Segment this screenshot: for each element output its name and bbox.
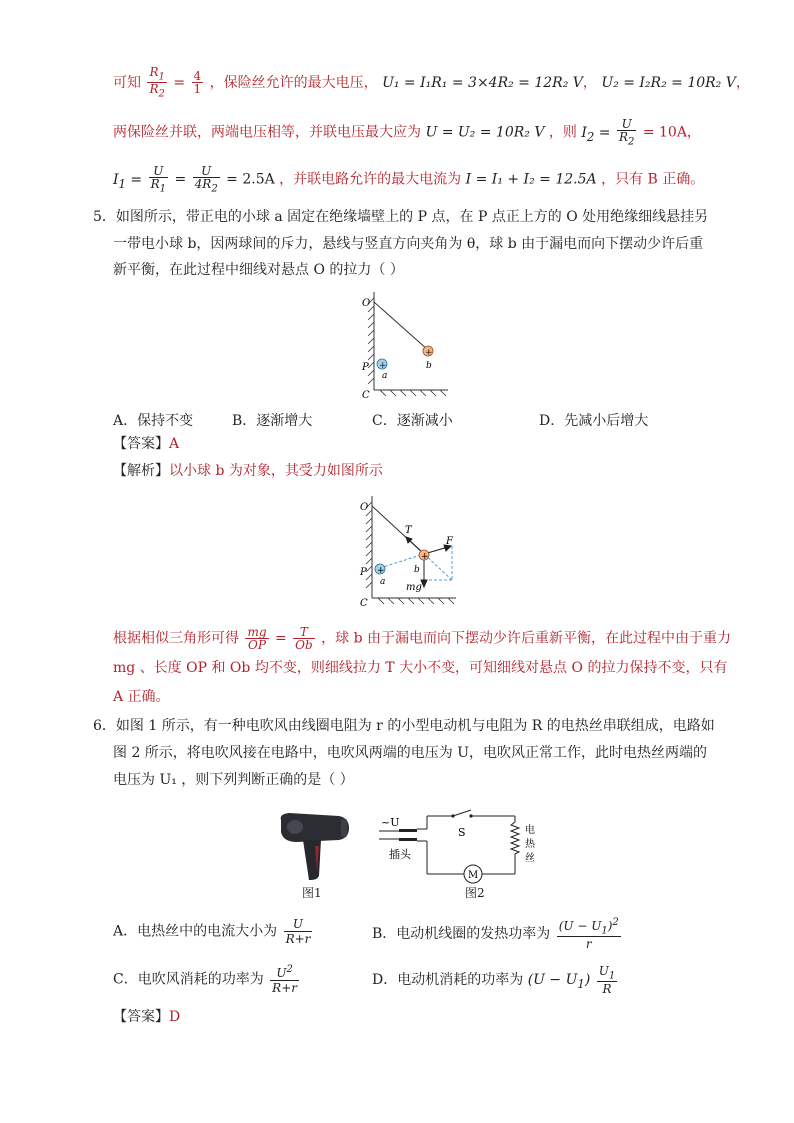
svg-text:+: +: [425, 348, 433, 358]
sol4-line2: 两保险丝并联，两端电压相等，并联电压最大应为 U = U₂ = 10R₂ V ，则 $I_2$ = $\frac{U}{R_2}$ = 10A，: [113, 117, 701, 148]
q6-answer: 【答案】D: [113, 1009, 181, 1025]
svg-text:+: +: [377, 566, 385, 576]
svg-text:a: a: [382, 371, 388, 381]
fig2-caption: 图2: [465, 886, 485, 900]
q5-line3: 新平衡，在此过程中细线对悬点 O 的拉力（ ）: [113, 262, 404, 278]
q5-solution-line1: 根据相似三角形可得 $\frac{mg}{OP}$ = $\frac{T}{Ob}$ ，球 b 由于漏电而向下摆动少许后重新平衡，在此过程中由于重力: [113, 625, 732, 652]
svg-text:M: M: [468, 870, 479, 881]
ratio-value: $\frac{4}{1}$: [193, 69, 202, 97]
hair-dryer-image: [275, 810, 351, 882]
svg-text:P: P: [360, 567, 367, 578]
q6-choice-a[interactable]: A．电热丝中的电流大小为 $\frac{U}{R+r}$: [113, 917, 311, 946]
sol4-line1: 可知 $\frac{R_1}{R_2}$ = $\frac{4}{1}$ ，保险丝允许的最大电压， U₁ = I₁R₁ = 3×4R₂ = 12R₂ V， U₂ = I₂R₂ = 10R₂ V，: [113, 65, 750, 100]
q5-solution-line3: A 正确。: [113, 689, 170, 705]
svg-text:mg: mg: [406, 582, 422, 593]
q5-choice-c[interactable]: C．逐渐减小: [372, 413, 453, 429]
svg-text:热: 热: [525, 839, 535, 850]
q6-line2: 图 2 所示，将电吹风接在电路中，电吹风两端的电压为 U，电吹风正常工作，此时电热丝两端的: [113, 745, 708, 761]
svg-text:+: +: [421, 552, 429, 562]
sol4-line3: $I_1$ = $\frac{U}{R_1}$ = $\frac{U}{4R_2}$ = 2.5A ，并联电路允许的最大电流为 I = I₁ + I₂ = 12.5A ，只有 B 正确。: [113, 164, 705, 195]
q5-line1: 5．如图所示，带正电的小球 a 固定在绝缘墙壁上的 P 点，在 P 点正上方的 O 处用绝缘细线悬挂另: [93, 209, 709, 225]
svg-text:a: a: [380, 577, 386, 587]
svg-text:T: T: [405, 525, 412, 536]
eq-u-parallel: U = U₂ = 10R₂ V: [425, 124, 545, 141]
svg-text:电: 电: [525, 825, 535, 836]
svg-text:插头: 插头: [389, 848, 411, 861]
ratio-fraction: $\frac{R_1}{R_2}$: [149, 65, 165, 100]
q5-choice-d[interactable]: D．先减小后增大: [539, 413, 649, 429]
q5-choice-a[interactable]: A．保持不变: [113, 413, 194, 429]
circuit-diagram: [375, 808, 545, 888]
svg-text:P: P: [362, 362, 369, 373]
svg-text:b: b: [426, 361, 432, 371]
svg-text:丝: 丝: [525, 853, 535, 864]
svg-text:S: S: [458, 826, 466, 839]
q6-choice-b[interactable]: B．电动机线圈的发热功率为 $\frac{(U - U_1)^2}{r}$: [372, 917, 619, 952]
svg-text:C: C: [360, 598, 368, 607]
q6-line3: 电压为 U₁ ，则下列判断正确的是（ ）: [113, 772, 354, 788]
svg-text:~U: ~U: [381, 816, 400, 829]
q6-choice-d[interactable]: D．电动机消耗的功率为 $(U - U_1)$ $\frac{U_1}{R}$: [372, 964, 616, 997]
fig1-caption: 图1: [302, 886, 322, 900]
svg-text:O: O: [360, 502, 369, 513]
q6-line1: 6．如图 1 所示，有一种电吹风由线圈电阻为 r 的小型电动机与电阻为 R 的电热丝串联组成，电路如: [93, 718, 715, 734]
svg-text:F: F: [446, 536, 453, 547]
eq-u1: U₁ = I₁R₁ = 3×4R₂ = 12R₂ V: [382, 74, 583, 91]
q6-choice-c[interactable]: C．电吹风消耗的功率为 $\frac{U^2}{R+r}$: [113, 964, 297, 995]
q5-force-figure: [356, 492, 466, 607]
i2-fraction: $\frac{U}{R_2}$: [618, 117, 635, 148]
q5-figure: [360, 288, 460, 398]
q5-line2: 一带电小球 b，因两球间的斥力，悬线与竖直方向夹角为 θ，球 b 由于漏电而向下摆动少许后重: [113, 236, 704, 252]
q5-analysis: 【解析】以小球 b 为对象，其受力如图所示: [113, 463, 383, 479]
q5-solution-line2: mg 、长度 OP 和 Ob 均不变，则细线拉力 T 大小不变，可知细线对悬点 O 的拉力保持不变，只有: [113, 660, 728, 676]
q5-answer: 【答案】A: [113, 436, 180, 452]
svg-text:b: b: [414, 565, 420, 575]
eq-u2: U₂ = I₂R₂ = 10R₂ V: [601, 74, 736, 91]
svg-text:C: C: [362, 390, 370, 398]
svg-text:+: +: [379, 361, 387, 371]
q5-choice-b[interactable]: B．逐渐增大: [232, 413, 313, 429]
svg-text:O: O: [362, 298, 371, 309]
